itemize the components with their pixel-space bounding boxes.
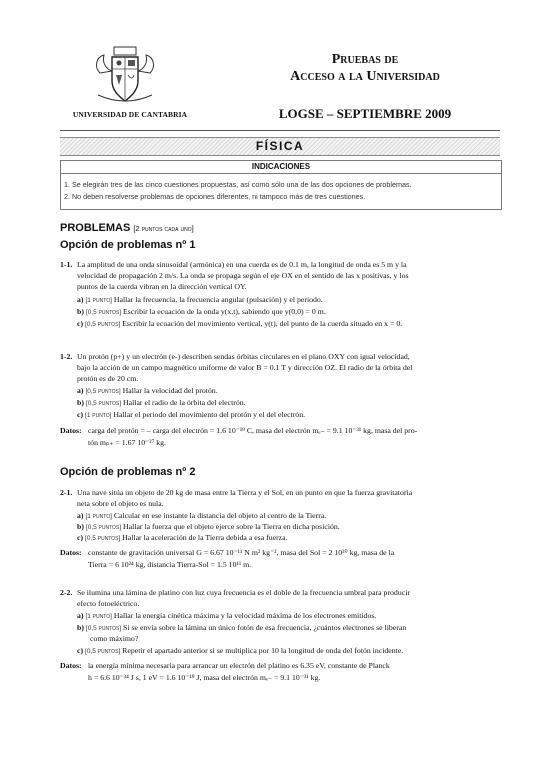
- datos-text: Tierra = 6 10²⁴ kg, distancia Tierra-Sol = 1.5 10¹¹ m.: [88, 560, 252, 569]
- problem-part: a) [1 punto] Hallar la frecuencia, la frecuencia angular (pulsación) y el periodo.: [77, 295, 323, 304]
- problem-part: c) [0,5 puntos] Hallar la aceleración de la Tierra debida a esa fuerza.: [77, 533, 288, 542]
- problem-part: c) [0,5 puntos] Escribir la ecuación del movimiento vertical, y(t), del punto de la cuerda situado en x = 0.: [77, 319, 403, 328]
- problems-title: PROBLEMAS: [60, 222, 131, 234]
- problem-part: c) [0,5 puntos] Repetir el apartado anterior si se multiplica por 10 la longitud de onda del fotón incidente.: [77, 646, 404, 655]
- problem-text: Un protón (p+) y un electrón (e-) describen sendas órbitas circulares en el plano OXY con igual velocidad,: [77, 352, 410, 361]
- problem-label: 1-2.: [60, 352, 73, 361]
- problem-part: b) [0,5 puntos] Escribir la ecuación de la onda y(x,t), sabiendo que y(0,0) = 0 m.: [77, 307, 326, 316]
- problem-text: bajo la acción de un campo magnético uniforme de valor B = 0.1 T y dirección OZ. El radio de la órbita del: [77, 363, 413, 372]
- exam-title-line2: Acceso a la Universidad: [290, 69, 440, 84]
- datos-label: Datos:: [60, 426, 82, 435]
- problem-text: protón es de 20 cm.: [77, 374, 139, 383]
- exam-session: LOGSE – SEPTIEMBRE 2009: [278, 106, 452, 121]
- instructions-heading: INDICACIONES: [61, 161, 501, 174]
- problems-heading: [60, 222, 194, 234]
- problem-text: Se ilumina una lámina de platino con luz cuya frecuencia es el doble de la frecuencia umbral para producir: [77, 588, 410, 597]
- datos-text: tón mₚ₊ = 1.67 10⁻²⁷ kg.: [88, 438, 166, 447]
- instruction-item: 1. Se elegirán tres de las cinco cuestiones propuestas, así como sólo una de las dos opciones de problemas.: [64, 180, 412, 189]
- problem-text: puntos de la cuerda vibran en la dirección vertical OY.: [77, 282, 247, 291]
- problem-label: 1-1.: [60, 260, 73, 269]
- option2-title: Opción de problemas nº 2: [60, 466, 196, 478]
- problem-text: velocidad de propagación 2 m/s. La onda se propaga según el eje OX en el sentido de las x positivas, y los: [77, 271, 409, 280]
- datos-label: Datos:: [60, 661, 82, 670]
- datos-text: carga del protón = – carga del electrón = 1.6 10⁻¹⁹ C, masa del electrón mₑ₋ = 9.1 10⁻³¹ kg, masa del pro-: [88, 426, 418, 435]
- instructions-box: [60, 160, 502, 210]
- instruction-item: 2. No deben resolverse problemas de opciones diferentes, ni tampoco más de tres cuestiones.: [64, 192, 366, 201]
- problem-label: 2-1.: [60, 488, 73, 497]
- problem-part: a) [1 punto] Hallar la energía cinética máxima y la velocidad máxima de los electrones emitidos.: [77, 611, 377, 620]
- problems-points: [2 puntos cada uno]: [133, 224, 194, 233]
- university-name: UNIVERSIDAD DE CANTABRIA: [72, 110, 188, 119]
- datos-text: la energía mínima necesaria para arrancar un electrón del platino es 6.35 eV, constante de Planck: [88, 661, 390, 670]
- problem-text: efecto fotoeléctrico.: [77, 599, 140, 608]
- university-crest-icon: [90, 45, 160, 107]
- option1-title: Opción de problemas nº 1: [60, 239, 196, 251]
- problem-label: 2-2.: [60, 588, 73, 597]
- header-divider: [60, 130, 500, 131]
- datos-text: constante de gravitación universal G = 6.67 10⁻¹¹ N m² kg⁻², masa del Sol = 2 10³⁰ kg, masa de la: [88, 548, 395, 557]
- datos-text: h = 6.6 10⁻³⁴ J s, 1 eV = 1.6 10⁻¹⁹ J, masa del electrón mₑ₋ = 9.1 10⁻³¹ kg.: [88, 673, 321, 682]
- problem-part: c) [1 punto] Hallar el periodo del movimiento del protón y el del electrón.: [77, 410, 306, 419]
- problem-part: a) [1 punto] Calcular en ese instante la distancia del objeto al centro de la Tierra.: [77, 511, 327, 520]
- problem-part-continued: como máximo?: [90, 634, 139, 643]
- problem-part: a) [0,5 puntos] Hallar la velocidad del protón.: [77, 386, 218, 395]
- problem-part: b) [0,5 puntos] Hallar el radio de la órbita del electrón.: [77, 398, 246, 407]
- problem-part: b) [0,5 puntos] Hallar la fuerza que el objeto ejerce sobre la Tierra en dicha posición.: [77, 522, 340, 531]
- problem-part: b) [0,5 puntos] Si se envía sobre la lámina un único fotón de esa frecuencia, ¿cuántos electrones se liberan: [77, 623, 407, 632]
- problem-text: La amplitud de una onda sinusoidal (armónica) en una cuerda es de 0.1 m, la longitud de onda es 5 m y la: [77, 260, 407, 269]
- exam-title-line1: Pruebas de: [331, 52, 399, 67]
- subject-title: FÍSICA: [255, 139, 305, 153]
- problem-text: neta sobre el objeto es nula.: [77, 499, 164, 508]
- subject-bar: [60, 137, 500, 156]
- datos-label: Datos:: [60, 548, 82, 557]
- problem-text: Una nave sitúa un objeto de 20 kg de masa entre la Tierra y el Sol, en un punto en que la fuerza gravitatoria: [77, 488, 413, 497]
